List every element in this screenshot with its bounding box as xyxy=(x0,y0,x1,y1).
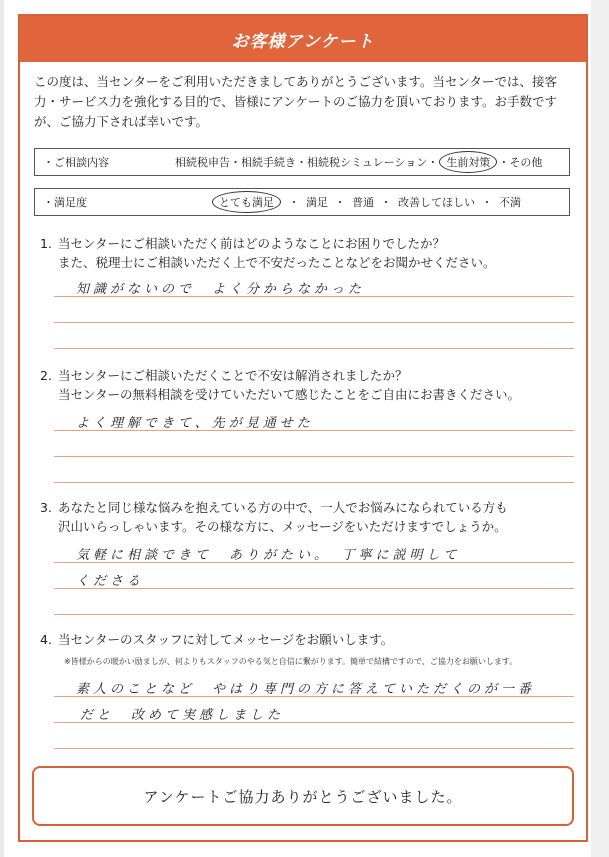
answer-rule xyxy=(54,456,574,457)
option-souzokuzei-shinkoku[interactable]: 相続税申告 xyxy=(175,156,230,169)
satisfaction-box xyxy=(34,188,570,216)
question-4-number: 4. xyxy=(40,632,52,647)
question-1-line1: 当センターにご相談いただく前はどのようなことにお困りでしたか？ xyxy=(58,236,446,251)
question-4 xyxy=(40,630,560,649)
option-futsuu[interactable]: 普通 xyxy=(352,196,374,209)
option-souzoku-tetsuzuki[interactable]: 相続手続き xyxy=(241,156,296,169)
question-3-line2: 沢山いらっしゃいます。その様な方に、メッセージをいただけますでしょうか。 xyxy=(58,519,507,534)
answer-rule xyxy=(54,722,574,723)
answer-4-line2[interactable]: だと 改めて実感しました xyxy=(80,708,285,723)
answer-3-line1[interactable]: 気軽に相談できて ありがたい。 丁寧に説明して xyxy=(76,548,461,563)
consultation-box xyxy=(34,148,570,176)
question-3 xyxy=(40,498,560,536)
survey-title: お客様アンケート xyxy=(231,31,375,52)
question-4-note: ※皆様からの暖かい励ましが、何よりもスタッフのやる気と自信に繋がります。簡単で結構ですので、ご協力をお願いします。 xyxy=(64,657,518,666)
question-2-line2: 当センターの無料相談を受けていただいて感じたことをご自由にお書きください。 xyxy=(58,387,521,402)
question-2-number: 2. xyxy=(40,368,52,383)
answer-rule xyxy=(54,562,574,563)
answer-rule xyxy=(54,348,574,349)
question-1 xyxy=(40,234,560,272)
question-4-line1: 当センターのスタッフに対してメッセージをお願いします。 xyxy=(58,632,394,647)
answer-rule xyxy=(54,588,574,589)
question-2 xyxy=(40,366,560,404)
question-3-line1: あなたと同じ様な悩みを抱えている方の中で、一人でお悩みになられている方も xyxy=(58,500,508,515)
answer-1-line1[interactable]: 知識がないので よく分からなかった xyxy=(76,282,366,297)
scan-edge-left xyxy=(0,0,4,857)
answer-4-line1[interactable]: 素人のことなど やはり専門の方に答えていただくのが一番 xyxy=(76,682,536,697)
answer-rule xyxy=(54,614,574,615)
answer-2-line1[interactable]: よく理解できて、先が見通せた xyxy=(76,416,314,431)
option-seizen-taisaku-selected[interactable]: 生前対策 xyxy=(439,151,497,173)
answer-rule xyxy=(54,748,574,749)
answer-rule xyxy=(54,430,574,431)
answer-rule xyxy=(54,696,574,697)
question-2-line1: 当センターにご相談いただくことで不安は解消されましたか？ xyxy=(58,368,408,383)
thank-you-box xyxy=(32,766,574,826)
option-totemo-manzoku-selected[interactable]: とても満足 xyxy=(212,191,281,213)
thank-you-text: アンケートご協力ありがとうございました。 xyxy=(143,787,463,806)
satisfaction-options: とても満足 ・ 満足 ・ 普通 ・ 改善してほしい ・ 不満 xyxy=(211,191,521,213)
answer-3-line2[interactable]: くださる xyxy=(76,574,145,589)
scan-edge-right xyxy=(591,0,609,857)
answer-rule xyxy=(54,322,574,323)
intro-text: この度は、当センターをご利用いただきましてありがとうございます。当センターでは、接客力・サービス力を強化する目的で、皆様にアンケートのご協力を頂いております。お手数ですが、ご協力下されば幸いです。 xyxy=(34,74,558,129)
option-simulation[interactable]: 相続税シミュレーション xyxy=(307,156,428,169)
answer-rule xyxy=(54,296,574,297)
consultation-options: 相続税申告・相続手続き・相続税シミュレーション・ 生前対策 ・その他 xyxy=(175,151,542,173)
consultation-label: ・ご相談内容 xyxy=(43,156,109,169)
title-band xyxy=(20,16,586,62)
option-sonota[interactable]: その他 xyxy=(509,156,543,169)
answer-rule xyxy=(54,482,574,483)
question-1-number: 1. xyxy=(40,236,52,251)
option-kaizen[interactable]: 改善してほしい xyxy=(398,196,475,209)
option-manzoku[interactable]: 満足 xyxy=(306,196,328,209)
question-1-line2: また、税理士にご相談いただく上で不安だったことなどをお聞かせください。 xyxy=(58,255,496,270)
survey-form xyxy=(18,14,588,842)
option-fuman[interactable]: 不満 xyxy=(499,196,521,209)
question-3-number: 3. xyxy=(40,500,52,515)
satisfaction-label: ・満足度 xyxy=(43,196,87,209)
